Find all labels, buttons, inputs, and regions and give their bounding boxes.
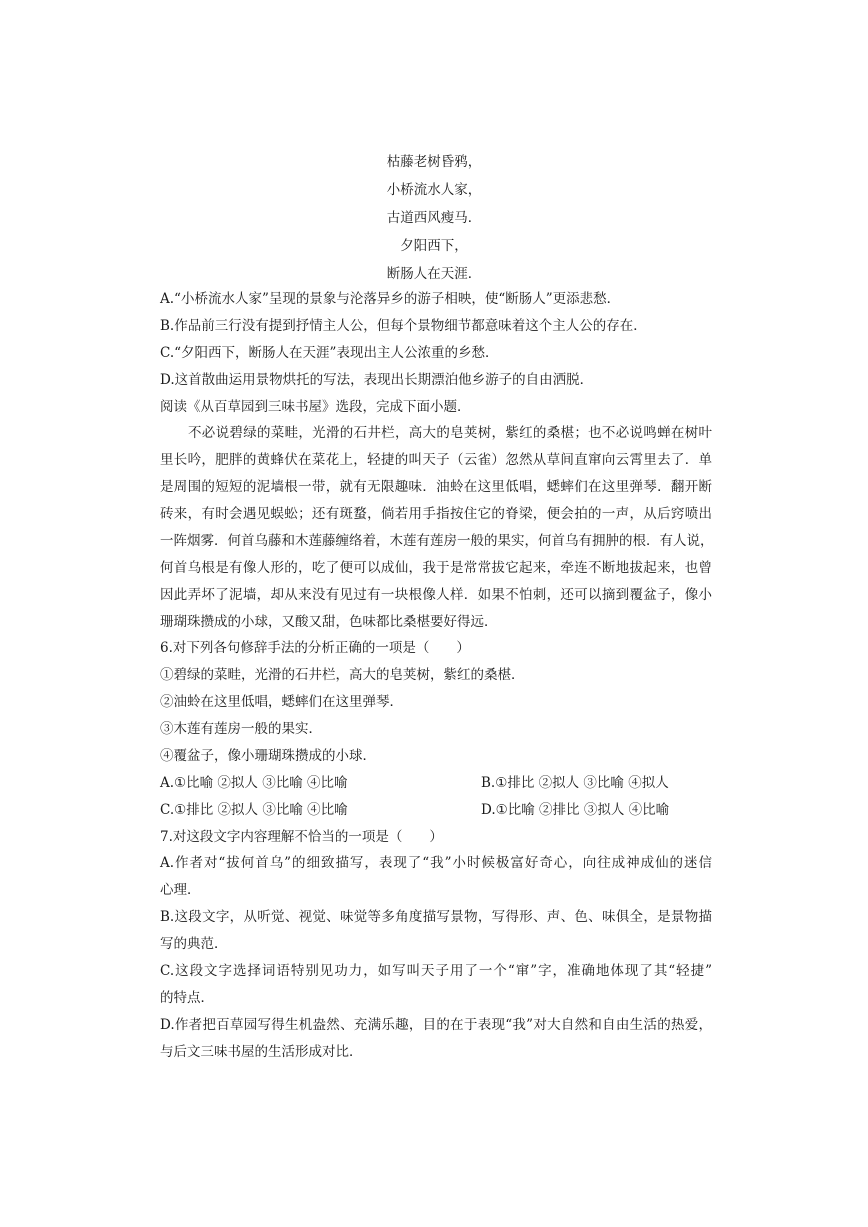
q7-option-line: A.作者对“拔何首乌”的细致描写，表现了“我”小时候极富好奇心，向往成神成仙的迷信: [160, 855, 712, 871]
passage-line: 何首乌根是有像人形的，吃了便可以成仙，我于是常常拔它起来，牵连不断地拔起来，也曾: [160, 560, 712, 576]
poem-line: 夕阳西下，: [400, 238, 468, 254]
q7-option-line: 写的典范．: [160, 936, 228, 952]
passage-line: 不必说碧绿的菜畦，光滑的石井栏，高大的皂荚树，紫红的桑椹；也不必说鸣蝉在树叶: [188, 425, 712, 441]
q7-option-line: 心理．: [160, 882, 201, 898]
q7-option-c: [160, 958, 712, 1012]
q6-stem: 6.对下列各句修辞手法的分析正确的一项是（ ）: [160, 640, 470, 656]
q7-option-line: D.作者把百草园写得生机盎然、充满乐趣，目的在于表现“我”对大自然和自由生活的热爱，: [160, 1017, 712, 1033]
poem-line: 断肠人在天涯．: [386, 266, 482, 282]
q7-option-line: 与后文三味书屋的生活形成对比．: [160, 1044, 363, 1060]
q7-option-d: [160, 1012, 712, 1066]
q7-option-b: [160, 904, 712, 958]
q7-option-line: C.这段文字选择词语特别见功力，如写叫天子用了一个“窜”字，准确地体现了其“轻捷”: [160, 963, 712, 979]
q6-option-b: B.①排比 ②拟人 ③比喻 ④拟人: [481, 775, 669, 791]
passage-line: 因此弄坏了泥墙，却从来没有见过有一块根像人样．如果不怕刺，还可以摘到覆盆子，像小: [160, 587, 712, 603]
q5-option-c: C.“夕阳西下，断肠人在天涯”表现出主人公浓重的乡愁．: [160, 345, 499, 361]
q7-stem: 7.对这段文字内容理解不恰当的一项是（ ）: [160, 829, 443, 845]
q6-option-a: A.①比喻 ②拟人 ③比喻 ④比喻: [160, 775, 348, 791]
poem: [0, 148, 868, 288]
passage-line: 砖来，有时会遇见蜈蚣；还有斑蝥，倘若用手指按住它的脊梁，便会拍的一声，从后窍喷出: [160, 506, 712, 522]
poem-line: 古道西风瘦马．: [386, 210, 482, 226]
q5-option-a: A.“小桥流水人家”呈现的景象与沦落异乡的游子相映，使“断肠人”更添悲愁．: [160, 291, 621, 307]
passage-line: 里长吟，肥胖的黄蜂伏在菜花上，轻捷的叫天子（云雀）忽然从草间直窜向云霄里去了．单: [160, 452, 712, 468]
poem-line: 小桥流水人家，: [386, 182, 482, 198]
q6-item-4: ④覆盆子，像小珊瑚珠攒成的小球．: [160, 748, 376, 764]
q7-option-a: [160, 850, 712, 904]
q6-option-d: D.①比喻 ②排比 ③拟人 ④比喻: [481, 802, 670, 818]
q6-item-3: ③木莲有莲房一般的果实．: [160, 721, 322, 737]
q6-item-1: ①碧绿的菜畦，光滑的石井栏，高大的皂荚树，紫红的桑椹．: [160, 667, 525, 683]
poem-line: 枯藤老树昏鸦，: [386, 154, 482, 170]
q5-option-d: D.这首散曲运用景物烘托的写法，表现出长期漂泊他乡游子的自由洒脱．: [160, 372, 594, 388]
passage-line: 一阵烟雾．何首乌藤和木莲藤缠络着，木莲有莲房一般的果实，何首乌有拥肿的根．有人说，: [160, 533, 714, 549]
passage-line: 珊瑚珠攒成的小球，又酸又甜，色味都比桑椹要好得远．: [160, 614, 498, 630]
q6-option-c: C.①排比 ②拟人 ③比喻 ④比喻: [160, 802, 348, 818]
reading-intro: 阅读《从百草园到三味书屋》选段，完成下面小题．: [160, 399, 471, 415]
q7-option-line: 的特点．: [160, 990, 214, 1006]
q6-item-2: ②油蛉在这里低唱，蟋蟀们在这里弹琴．: [160, 694, 403, 710]
q5-option-b: B.作品前三行没有提到抒情主人公，但每个景物细节都意味着这个主人公的存在．: [160, 318, 647, 334]
passage: [160, 420, 712, 636]
passage-line: 是周围的短短的泥墙根一带，就有无限趣味．油蛉在这里低唱，蟋蟀们在这里弹琴．翻开断: [160, 479, 712, 495]
q7-option-line: B.这段文字，从听觉、视觉、味觉等多角度描写景物，写得形、声、色、味俱全，是景物描: [160, 909, 712, 925]
